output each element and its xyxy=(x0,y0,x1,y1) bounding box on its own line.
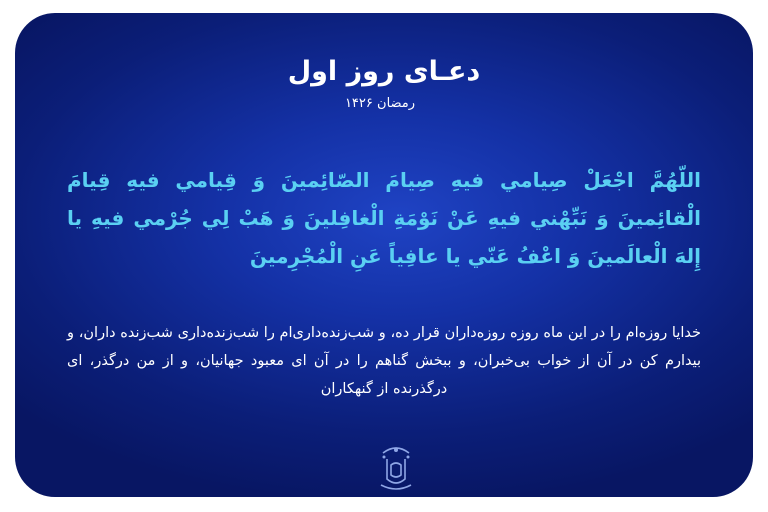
arabic-prayer-text: اللّهُمَّ اجْعَلْ صِيامي فيهِ صِيامَ الصّائِمينَ وَ قِيامي فيهِ قِيامَ الْقائِمينَ وَ نَبِّهْني فيهِ عَنْ نَوْمَةِ الْغافِلينَ وَ هَبْ لِي جُرْمي فيهِ يا إِلهَ الْعالَمينَ وَ اعْفُ عَنّي يا عافِياً عَنِ الْمُجْرِمينَ xyxy=(67,168,701,268)
card-title: دعـای روز اول xyxy=(287,56,481,87)
emblem-logo-icon xyxy=(373,441,419,497)
prayer-card xyxy=(15,13,753,497)
card-subtitle: رمضان ۱۴۲۶ xyxy=(344,96,416,111)
persian-translation-text: خدایا روزه‌ام را در این ماه روزه روزه‌داران قرار ده، و شب‌زنده‌داری‌ام را شب‌زنده‌داری شب‌زنده داران، و بیدارم کن در آن از خواب بی‌خبران، و ببخش گناهم را در آن ای معبود جهانیان، و از من درگذر، ای درگذرنده از گنهکاران xyxy=(67,325,701,397)
